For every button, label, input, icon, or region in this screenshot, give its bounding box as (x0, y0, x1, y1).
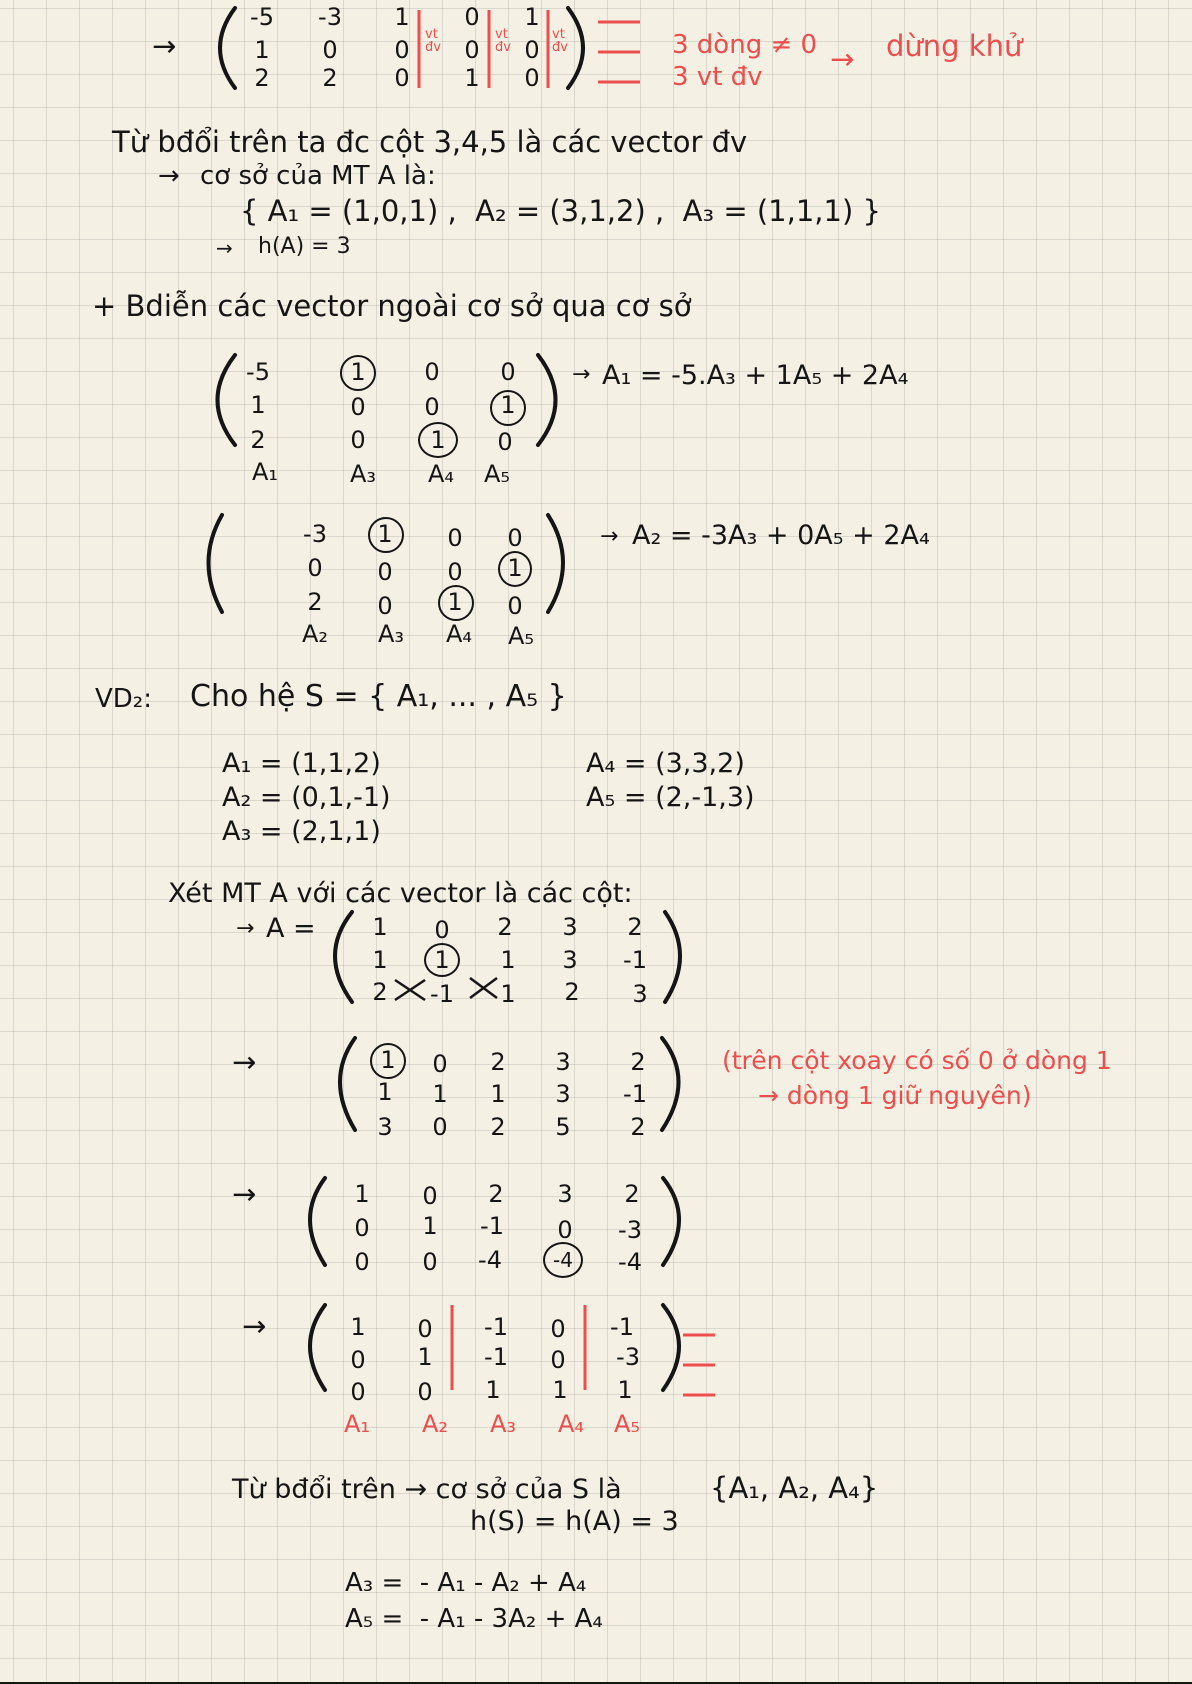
m2-cell: 0 (507, 592, 523, 620)
m6-cell: -1 (610, 1313, 634, 1341)
section-heading: + Bdiễn các vector ngoài cơ sở qua cơ sở (92, 289, 692, 323)
m5-cell: -3 (618, 1216, 642, 1244)
col-label: A₅ (484, 460, 511, 488)
m5-cell: 1 (354, 1180, 370, 1208)
basis-set: {A₁, A₂, A₄} (710, 1471, 879, 1505)
m2-cell: 0 (377, 592, 393, 620)
m3-cell: 1 (500, 980, 516, 1008)
pivot-circle (498, 551, 532, 587)
arrow-icon: → (232, 1045, 257, 1079)
m1-cell: 0 (424, 393, 440, 421)
m1-cell: 1 (350, 358, 366, 386)
vector-def: A₄ = (3,3,2) (586, 748, 745, 779)
m0-cell: 2 (254, 64, 270, 92)
m3-cell: 1 (434, 946, 450, 974)
m4-cell: -1 (623, 1080, 647, 1108)
m2-cell: -3 (303, 520, 327, 548)
m1-cell: 1 (250, 391, 266, 419)
m3-cell: 1 (500, 946, 516, 974)
m6-cell: 1 (617, 1376, 633, 1404)
m2-cell: 0 (307, 554, 323, 582)
m0-cell: 0 (464, 36, 480, 64)
m4-cell: 2 (630, 1048, 646, 1076)
m6-cell: 0 (550, 1315, 566, 1343)
m2-cell: 0 (377, 558, 393, 586)
statement: Cho hệ S = { A₁, ... , A₅ } (190, 679, 567, 714)
pivot-circle (424, 943, 460, 977)
m0-cell: 1 (524, 3, 540, 31)
m4-cell: 3 (555, 1048, 571, 1076)
vector-def: A₁ = (1,1,2) (222, 748, 381, 779)
m5-cell: 0 (354, 1248, 370, 1276)
arrow-icon: → (232, 1177, 257, 1211)
col-label: A₄ (446, 620, 473, 648)
m5-cell: -1 (480, 1212, 504, 1240)
arrow-icon: → (158, 161, 180, 191)
col-label: A₁ (252, 458, 279, 486)
m4-cell: 1 (380, 1046, 396, 1074)
col-label: A₅ (508, 622, 535, 650)
m6-cell: 0 (550, 1346, 566, 1374)
m4-cell: 2 (490, 1048, 506, 1076)
pivot-circle (368, 517, 404, 553)
vector-def: A₅ = (2,-1,3) (586, 782, 755, 813)
m1-cell: 0 (350, 393, 366, 421)
expression: A₁ = -5.A₃ + 1A₅ + 2A₄ (602, 360, 909, 391)
m0-cell: 0 (524, 64, 540, 92)
col-tag: vt đv (495, 27, 511, 55)
m0-cell: 0 (394, 36, 410, 64)
m4-cell: 3 (377, 1113, 393, 1141)
m1-cell: 1 (500, 391, 516, 419)
example-label: VD₂: (95, 684, 152, 714)
m1-cell: 1 (430, 426, 446, 454)
arrow-icon: → (236, 916, 255, 941)
m0-cell: 0 (524, 36, 540, 64)
m5-cell: -4 (553, 1248, 573, 1272)
m2-cell: 2 (307, 588, 323, 616)
m2-cell: 1 (507, 554, 523, 582)
m6-cell: -3 (616, 1343, 640, 1371)
note-text: 3 vt đv (672, 62, 763, 92)
col-label: A₃ (350, 460, 377, 488)
m4-cell: 1 (432, 1080, 448, 1108)
note-text: 3 dòng ≠ 0 (672, 30, 818, 60)
m4-cell: 5 (555, 1113, 571, 1141)
col-label: A₄ (428, 460, 455, 488)
arrow-icon: → (152, 29, 177, 63)
m1-cell: 2 (250, 426, 266, 454)
col-label: A₃ (378, 620, 405, 648)
text-line: Xét MT A với các vector là các cột: (168, 878, 633, 909)
equation: A₅ = - A₁ - 3A₂ + A₄ (345, 1604, 603, 1634)
m2-cell: 0 (507, 524, 523, 552)
text-line: Từ bđổi trên ta đc cột 3,4,5 là các vector đv (112, 125, 748, 159)
m1-cell: 0 (497, 428, 513, 456)
pivot-circle (418, 422, 458, 458)
m3-cell: 3 (562, 946, 578, 974)
arrow-icon: → (600, 524, 619, 549)
paren-left (220, 8, 235, 88)
m1-cell: 0 (424, 358, 440, 386)
m3-cell: 1 (372, 946, 388, 974)
m6-cell: -1 (484, 1313, 508, 1341)
m5-cell: 0 (557, 1216, 573, 1244)
pivot-circle (370, 1043, 406, 1079)
m6-cell: 0 (350, 1346, 366, 1374)
m4-cell: 2 (630, 1113, 646, 1141)
m0-cell: 1 (464, 64, 480, 92)
m4-cell: 1 (490, 1080, 506, 1108)
m5-cell: 0 (422, 1248, 438, 1276)
m5-cell: 0 (422, 1182, 438, 1210)
m5-cell: 1 (422, 1212, 438, 1240)
m0-cell: 1 (254, 36, 270, 64)
col-label: A₂ (422, 1410, 449, 1438)
m4-cell: 1 (377, 1078, 393, 1106)
m0-cell: 2 (322, 64, 338, 92)
m0-cell: 0 (394, 64, 410, 92)
m5-cell: 3 (557, 1180, 573, 1208)
m2-cell: 0 (447, 558, 463, 586)
arrow-icon: → (830, 42, 855, 76)
rank-text: h(S) = h(A) = 3 (470, 1506, 679, 1537)
pivot-circle (490, 390, 526, 426)
m4-cell: 2 (490, 1113, 506, 1141)
basis-set: { A₁ = (1,0,1) , A₂ = (3,1,2) , A₃ = (1,1,1) } (240, 194, 881, 228)
m3-cell: 3 (632, 980, 648, 1008)
m4-cell: 0 (432, 1050, 448, 1078)
m1-cell: 0 (350, 426, 366, 454)
note-text: → dòng 1 giữ nguyên) (758, 1081, 1032, 1110)
matrix-name: A = (266, 913, 316, 944)
m6-cell: 1 (417, 1343, 433, 1371)
m3-cell: 1 (372, 913, 388, 941)
pivot-circle (543, 1242, 583, 1278)
m5-cell: -4 (618, 1248, 642, 1276)
arrow-icon: → (572, 362, 591, 387)
m6-cell: 1 (350, 1313, 366, 1341)
m5-cell: 2 (488, 1180, 504, 1208)
m1-cell: 0 (500, 358, 516, 386)
vector-def: A₃ = (2,1,1) (222, 816, 381, 847)
m6-cell: 0 (417, 1315, 433, 1343)
text-line: Từ bđổi trên → cơ sở của S là (232, 1474, 622, 1505)
m4-cell: 3 (555, 1080, 571, 1108)
m5-cell: 0 (354, 1214, 370, 1242)
m5-cell: 2 (624, 1180, 640, 1208)
m6-cell: 0 (350, 1378, 366, 1406)
m3-cell: 0 (434, 916, 450, 944)
m6-cell: 1 (485, 1376, 501, 1404)
col-label: A₁ (344, 1410, 371, 1438)
m4-cell: 0 (432, 1113, 448, 1141)
col-label: A₄ (558, 1410, 585, 1438)
m3-cell: 2 (627, 913, 643, 941)
note-text: (trên cột xoay có số 0 ở dòng 1 (722, 1046, 1112, 1075)
m5-cell: -4 (478, 1246, 502, 1274)
arrow-icon: → (242, 1309, 267, 1343)
col-tag: vt đv (425, 27, 441, 55)
m3-cell: -1 (430, 980, 454, 1008)
paren-right (568, 8, 583, 88)
m3-cell: 2 (372, 978, 388, 1006)
expression: A₂ = -3A₃ + 0A₅ + 2A₄ (632, 520, 930, 551)
col-tag: vt đv (552, 27, 568, 55)
result-text: dừng khử (886, 29, 1023, 63)
vector-def: A₂ = (0,1,-1) (222, 782, 391, 813)
col-label: A₅ (614, 1410, 641, 1438)
m0-cell: -5 (250, 3, 274, 31)
m3-cell: -1 (623, 946, 647, 974)
m3-cell: 2 (497, 913, 513, 941)
m0-cell: 1 (394, 3, 410, 31)
m2-cell: 1 (447, 588, 463, 616)
m3-cell: 3 (562, 913, 578, 941)
m6-cell: -1 (484, 1343, 508, 1371)
arrow-icon: → (216, 236, 233, 260)
m6-cell: 0 (417, 1378, 433, 1406)
text-line: cơ sở của MT A là: (200, 161, 436, 191)
m1-cell: -5 (246, 358, 270, 386)
equation: A₃ = - A₁ - A₂ + A₄ (345, 1568, 587, 1598)
col-label: A₂ (302, 620, 329, 648)
m6-cell: 1 (552, 1376, 568, 1404)
col-label: A₃ (490, 1410, 517, 1438)
pivot-circle (340, 355, 376, 391)
m3-cell: 2 (564, 978, 580, 1006)
m2-cell: 0 (447, 524, 463, 552)
rank-text: h(A) = 3 (258, 234, 351, 259)
m2-cell: 1 (377, 520, 393, 548)
m0-cell: 0 (464, 3, 480, 31)
m0-cell: 0 (322, 36, 338, 64)
m0-cell: -3 (318, 3, 342, 31)
pivot-circle (438, 585, 474, 621)
